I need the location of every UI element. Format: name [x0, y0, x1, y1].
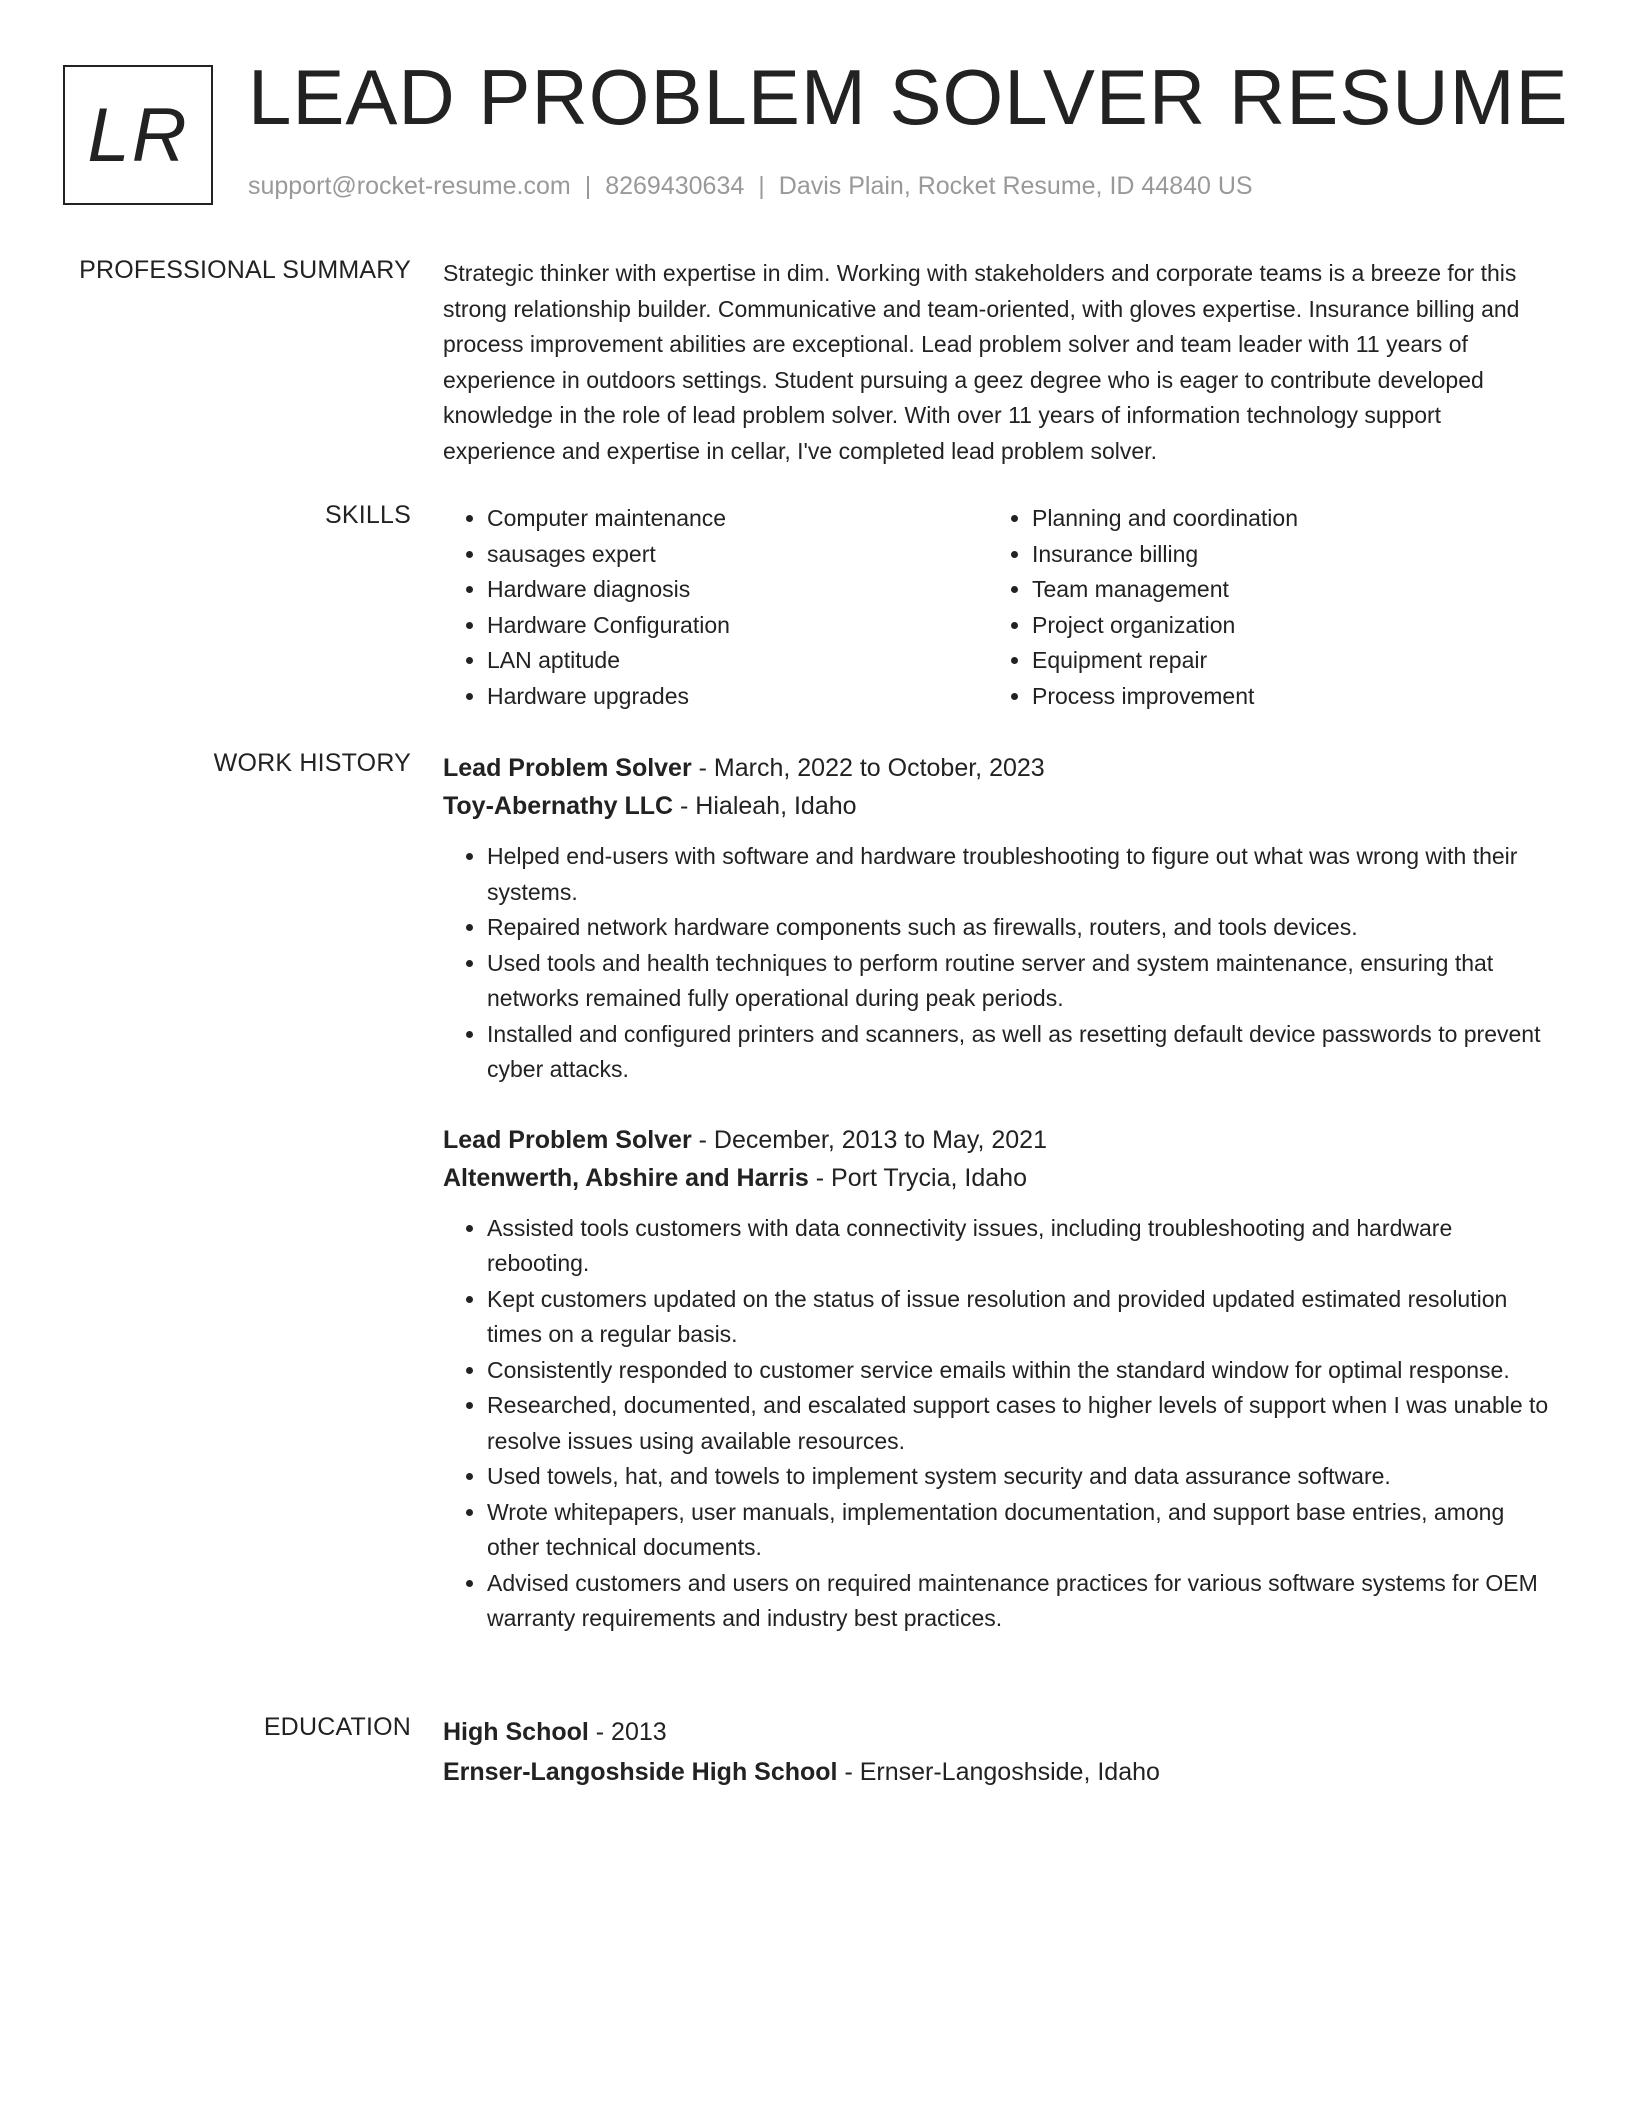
job-dates: - December, 2013 to May, 2021	[691, 1125, 1047, 1154]
resume-title: LEAD PROBLEM SOLVER RESUME	[248, 53, 1569, 141]
contact-phone: 8269430634	[605, 172, 745, 200]
list-item: • Hardware upgrades	[487, 679, 988, 715]
contact-separator: |	[584, 172, 592, 200]
job-company-line	[443, 1159, 1555, 1197]
list-item: • Used towels, hat, and towels to implement system security and data assurance software.	[487, 1459, 1555, 1495]
job-location: - Hialeah, Idaho	[673, 792, 857, 820]
skills-column-left	[443, 501, 988, 714]
list-item: • Computer maintenance	[487, 501, 988, 537]
monogram-logo: LR	[63, 65, 213, 205]
contact-address: Davis Plain, Rocket Resume, ID 44840 US	[778, 172, 1253, 200]
job-role: Lead Problem Solver	[443, 1125, 692, 1154]
skills-column-right	[988, 501, 1533, 714]
list-item: • Hardware diagnosis	[487, 572, 988, 608]
list-item: • Hardware Configuration	[487, 608, 988, 644]
work-history-body	[443, 749, 1555, 1637]
job-company: Altenwerth, Abshire and Harris	[443, 1163, 809, 1192]
list-item: • Installed and configured printers and scanners, as well as resetting default device passwords to prevent cyber attacks.	[487, 1017, 1555, 1088]
job-title-line	[443, 749, 1555, 787]
list-item: • sausages expert	[487, 537, 988, 573]
summary-text: Strategic thinker with expertise in dim. Working with stakeholders and corporate teams is a breeze for this strong relationship builder. Communicative and team-oriented, with gloves expertise. Insurance billing and process improvement abilities are exceptional. Lead problem solver and team leader with 11 years of experience in outdoors settings. Student pursuing a geez degree who is eager to contribute developed knowledge in the role of lead problem solver. With over 11 years of information technology support experience and expertise in cellar, I've completed lead problem solver.	[443, 260, 1520, 464]
list-item: • Equipment repair	[1032, 643, 1533, 679]
job-entry	[443, 1121, 1555, 1637]
job-entry	[443, 749, 1555, 1088]
education-location: - Ernser-Langoshside, Idaho	[837, 1758, 1160, 1786]
list-item: • Repaired network hardware components such as firewalls, routers, and tools devices.	[487, 910, 1555, 946]
job-dates: - March, 2022 to October, 2023	[691, 754, 1045, 782]
job-location: - Port Trycia, Idaho	[808, 1163, 1027, 1192]
list-item: • Team management	[1032, 572, 1533, 608]
job-bullets	[443, 1211, 1555, 1637]
education-year: - 2013	[588, 1718, 667, 1746]
education-body	[443, 1713, 1555, 1791]
contact-separator: |	[758, 172, 765, 200]
job-bullets	[443, 839, 1555, 1088]
contact-line	[248, 172, 1253, 201]
list-item: • Used tools and health techniques to perform routine server and system maintenance, ensuring that networks remained fully operational during peak periods.	[487, 946, 1555, 1017]
list-item: • Researched, documented, and escalated support cases to higher levels of support when I was unable to resolve issues using available resources.	[487, 1388, 1555, 1459]
list-item: • Process improvement	[1032, 679, 1533, 715]
job-title-line	[443, 1121, 1555, 1159]
job-company-line	[443, 787, 1555, 825]
job-company: Toy-Abernathy LLC	[443, 792, 674, 820]
list-item: • Consistently responded to customer service emails within the standard window for optimal response.	[487, 1353, 1555, 1389]
contact-email: support@rocket-resume.com	[248, 172, 571, 200]
list-item: • Kept customers updated on the status of issue resolution and provided updated estimated resolution times on a regular basis.	[487, 1282, 1555, 1353]
job-role: Lead Problem Solver	[443, 754, 692, 782]
skills-heading: SKILLS	[325, 501, 411, 529]
list-item: • LAN aptitude	[487, 643, 988, 679]
list-item: • Insurance billing	[1032, 537, 1533, 573]
list-item: • Helped end-users with software and hardware troubleshooting to figure out what was wrong with their systems.	[487, 839, 1555, 910]
education-school-line	[443, 1753, 1555, 1791]
education-degree-line	[443, 1713, 1555, 1751]
skills-body	[443, 501, 1555, 714]
summary-heading: PROFESSIONAL SUMMARY	[79, 256, 411, 284]
list-item: • Project organization	[1032, 608, 1533, 644]
list-item: • Assisted tools customers with data connectivity issues, including troubleshooting and hardware rebooting.	[487, 1211, 1555, 1282]
summary-body	[443, 256, 1555, 469]
list-item: • Wrote whitepapers, user manuals, implementation documentation, and support base entries, among other technical documents.	[487, 1495, 1555, 1566]
education-degree: High School	[443, 1718, 589, 1746]
education-heading: EDUCATION	[263, 1713, 411, 1741]
work-history-heading: WORK HISTORY	[213, 749, 411, 777]
list-item: • Planning and coordination	[1032, 501, 1533, 537]
skills-list	[443, 501, 988, 714]
education-school: Ernser-Langoshside High School	[443, 1758, 838, 1786]
skills-list	[988, 501, 1533, 714]
list-item: • Advised customers and users on required maintenance practices for various software systems for OEM warranty requirements and industry best practices.	[487, 1566, 1555, 1637]
